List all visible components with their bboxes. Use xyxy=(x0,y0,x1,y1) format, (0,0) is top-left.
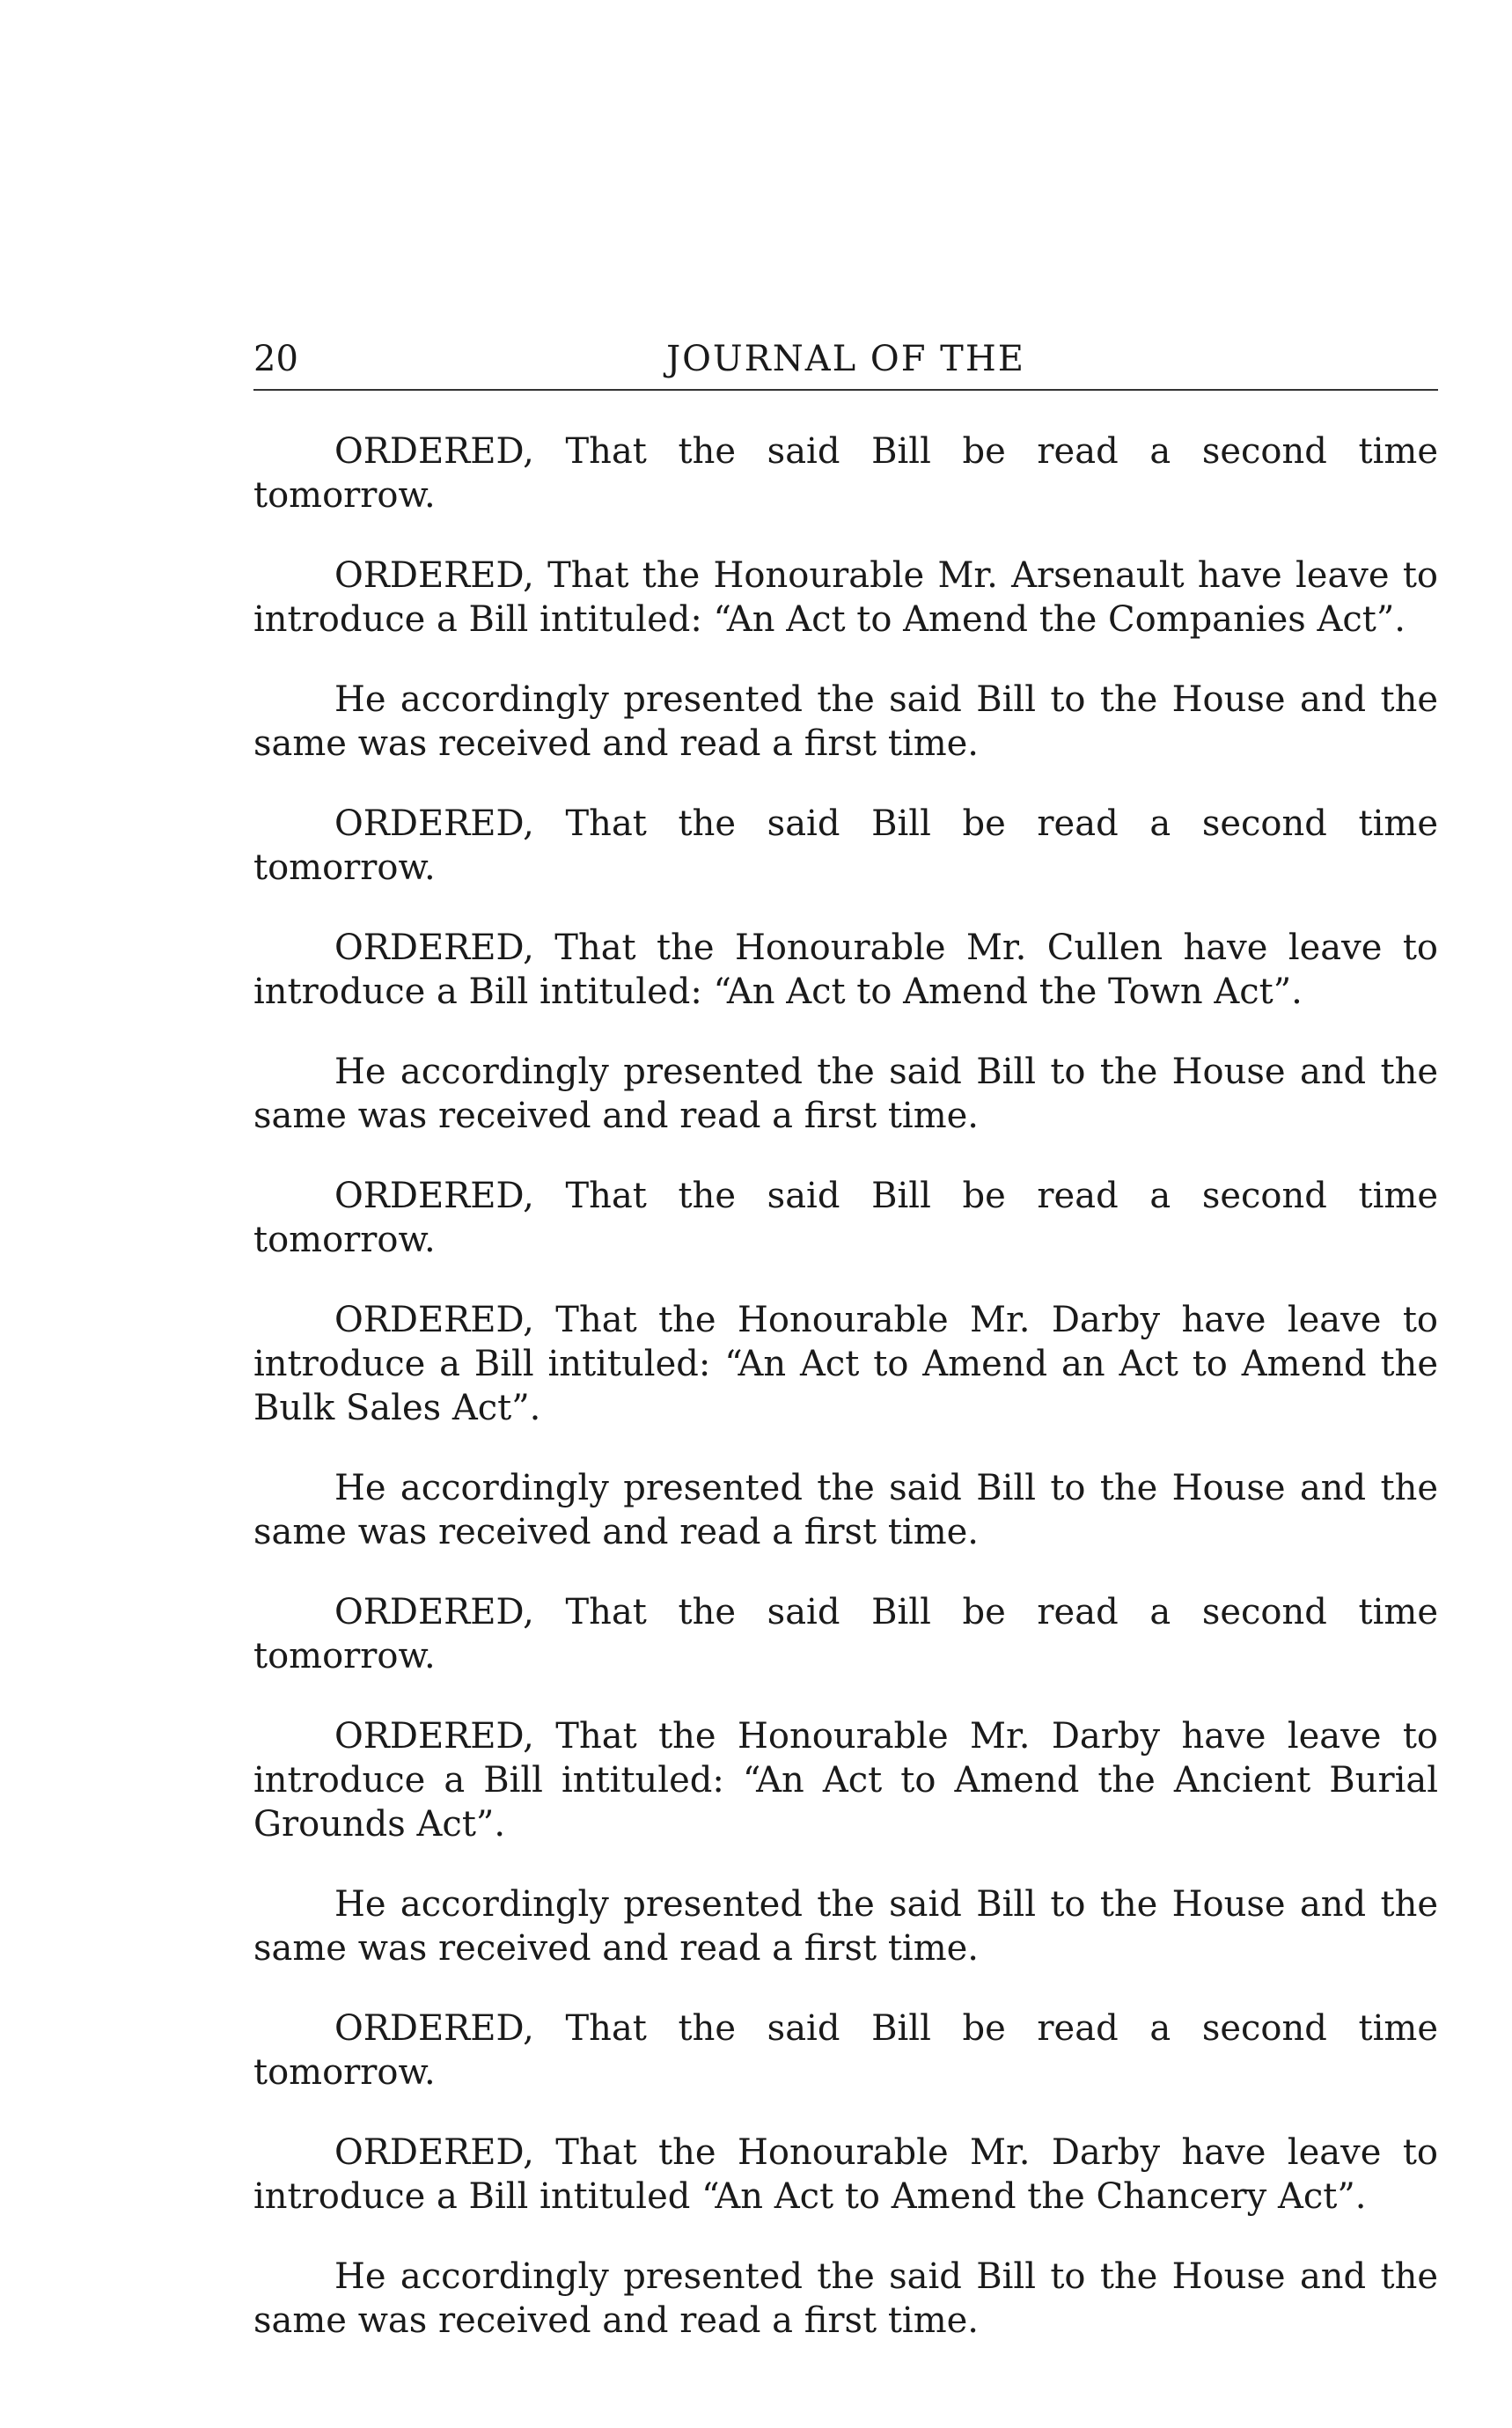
paragraph-leave-cullen: ORDERED, That the Honourable Mr. Cullen have leave to introduce a Bill intituled: “An Act to Amend the Town Act”. xyxy=(253,928,1438,1012)
paragraph-first-reading: He accordingly presented the said Bill to the House and the same was received and read a first time. xyxy=(253,1468,1438,1552)
paragraph-first-reading: He accordingly presented the said Bill to the House and the same was received and read a first time. xyxy=(253,1884,1438,1969)
paragraph-ordered-second-reading: ORDERED, That the said Bill be read a second time tomorrow. xyxy=(253,1176,1438,1260)
paragraph-leave-arsenault: ORDERED, That the Honourable Mr. Arsenault have leave to introduce a Bill intituled: “An Act to Amend the Companies Act”. xyxy=(253,555,1438,640)
paragraph-first-reading: He accordingly presented the said Bill to the House and the same was received and read a first time. xyxy=(253,2256,1438,2341)
paragraph-ordered-second-reading: ORDERED, That the said Bill be read a second time tomorrow. xyxy=(253,431,1438,516)
paragraph-ordered-second-reading: ORDERED, That the said Bill be read a second time tomorrow. xyxy=(253,1592,1438,1676)
paragraph-leave-darby-chancery: ORDERED, That the Honourable Mr. Darby have leave to introduce a Bill intituled “An Act to Amend the Chancery Act”. xyxy=(253,2132,1438,2217)
page-header xyxy=(253,336,1438,391)
paragraph-leave-darby-burial-grounds: ORDERED, That the Honourable Mr. Darby have leave to introduce a Bill intituled: “An Act to Amend the Ancient Burial Grounds Act”. xyxy=(253,1716,1438,1845)
running-head: JOURNAL OF THE xyxy=(666,339,1025,379)
paragraph-first-reading: He accordingly presented the said Bill to the House and the same was received and read a first time. xyxy=(253,679,1438,764)
paragraph-leave-darby-bulk-sales: ORDERED, That the Honourable Mr. Darby have leave to introduce a Bill intituled: “An Act to Amend an Act to Amend the Bulk Sales Act”. xyxy=(253,1300,1438,1428)
paragraph-first-reading: He accordingly presented the said Bill to the House and the same was received and read a first time. xyxy=(253,1052,1438,1136)
page-number: 20 xyxy=(253,339,298,379)
journal-body xyxy=(253,429,1438,2379)
paragraph-ordered-second-reading: ORDERED, That the said Bill be read a second time tomorrow. xyxy=(253,803,1438,888)
paragraph-ordered-second-reading: ORDERED, That the said Bill be read a second time tomorrow. xyxy=(253,2008,1438,2093)
